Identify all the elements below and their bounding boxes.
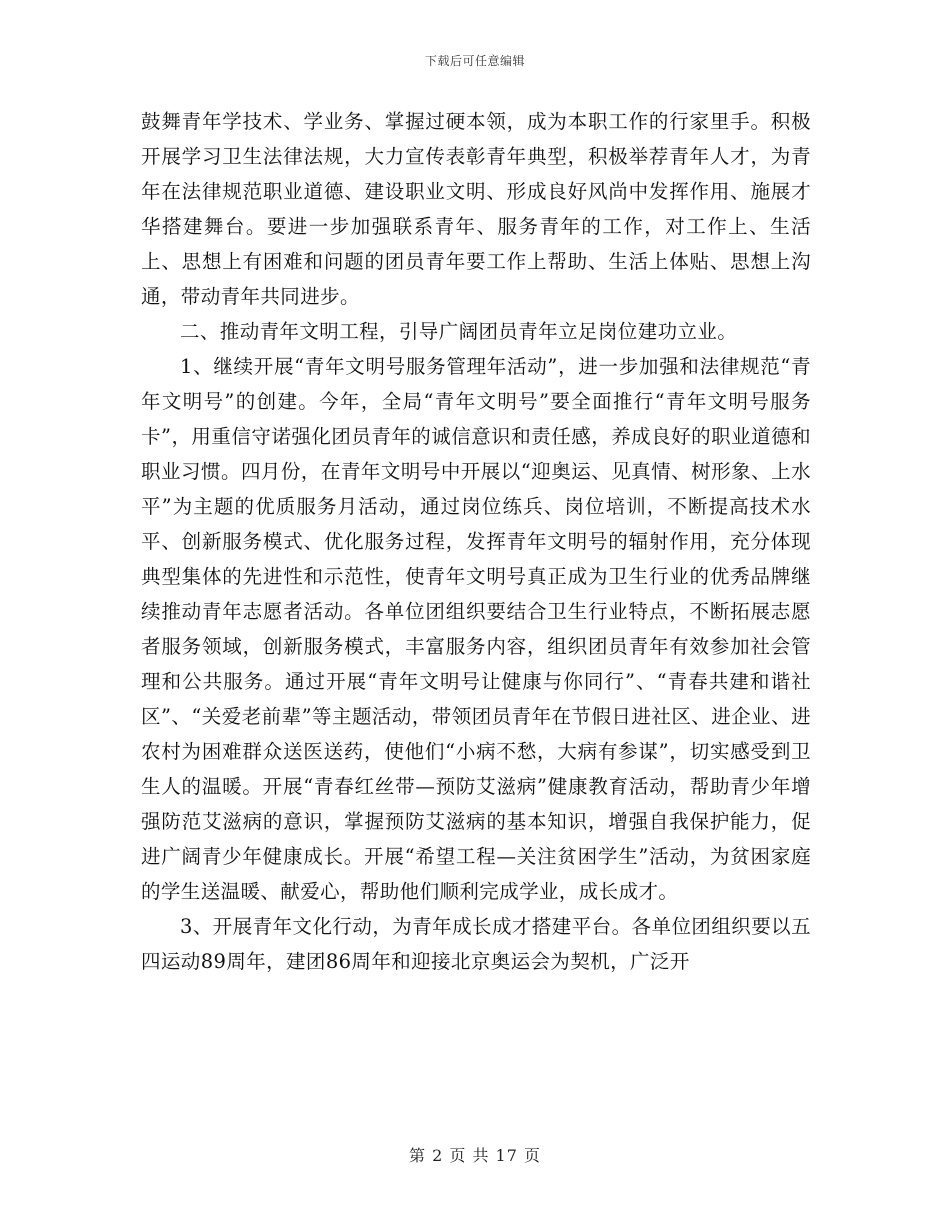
header-note: 下载后可任意编辑 [424, 54, 525, 68]
document-body [141, 104, 811, 979]
paragraph-item-1: 1、继续开展“青年文明号服务管理年活动”，进一步加强和法律规范“青年文明号”的创建。今年，全局“青年文明号”要全面推行“青年文明号服务卡”，用重信守诺强化团员青年的诚信意识和责任感，养成良好的职业道德和职业习惯。四月份，在青年文明号中开展以“迎奥运、见真情、树形象、上水平”为主题的优质服务月活动，通过岗位练兵、岗位培训，不断提高技术水平、创新服务模式、优化服务过程，发挥青年文明号的辐射作用，充分体现典型集体的先进性和示范性，使青年文明号真正成为卫生行业的优秀品牌继续推动青年志愿者活动。各单位团组织要结合卫生行业特点，不断拓展志愿者服务领域，创新服务模式，丰富服务内容，组织团员青年有效参加社会管理和公共服务。通过开展“青年文明号让健康与你同行”、“青春共建和谐社区”、“关爱老前辈”等主题活动，带领团员青年在节假日进社区、进企业、进农村为困难群众送医送药，使他们“小病不愁，大病有参谋”，切实感受到卫生人的温暖。开展“青春红丝带—预防艾滋病”健康教育活动，帮助青少年增强防范艾滋病的意识，掌握预防艾滋病的基本知识，增强自我保护能力，促进广阔青少年健康成长。开展“希望工程—关注贫困学生”活动，为贫困家庭的学生送温暖、献爱心，帮助他们顺利完成学业，成长成才。 [141, 355, 811, 903]
paragraph-item-3: 3、开展青年文化行动，为青年成长成才搭建平台。各单位团组织要以五四运动89周年，建团86周年和迎接北京奥运会为契机，广泛开 [141, 915, 811, 973]
page-number: 第 2 页 共 17 页 [409, 1146, 541, 1165]
section-heading-2: 二、推动青年文明工程，引导广阔团员青年立足岗位建功立业。 [180, 320, 738, 343]
paragraph-continuation: 鼓舞青年学技术、学业务、掌握过硬本领，成为本职工作的行家里手。积极开展学习卫生法律法规，大力宣传表彰青年典型，积极举荐青年人才，为青年在法律规范职业道德、建设职业文明、形成良好风尚中发挥作用、施展才华搭建舞台。要进一步加强联系青年、服务青年的工作，对工作上、生活上、思想上有困难和问题的团员青年要工作上帮助、生活上体贴、思想上沟通，带动青年共同进步。 [141, 110, 811, 308]
